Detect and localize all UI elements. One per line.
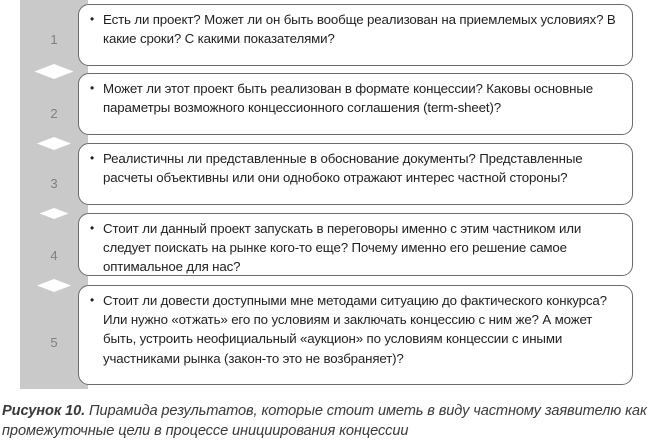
step-3-text: Реалистичны ли представленные в обоснование документы? Представленные расчеты объективны или они однобоко отражают интерес частной стороны? xyxy=(103,151,583,186)
bullet-icon: • xyxy=(90,293,95,307)
step-3-box xyxy=(78,143,633,205)
step-1-box xyxy=(78,4,633,66)
bullet-icon: • xyxy=(90,151,95,165)
bullet-icon: • xyxy=(90,12,95,26)
step-1-number: 1 xyxy=(50,32,58,47)
step-4-text: Стоит ли данный проект запускать в переговоры именно с этим частником или следует поискать на рынке кого-то еще? Почему именно его решение самое оптимальное для нас? xyxy=(103,221,582,275)
step-5-box xyxy=(78,285,633,385)
step-2-text: Может ли этот проект быть реализован в формате концессии? Каковы основные параметры возможного концессионного соглашения (term-sheet)? xyxy=(103,81,593,116)
step-2-number: 2 xyxy=(50,106,58,121)
step-5-text: Стоит ли довести доступными мне методами ситуацию до фактического конкурса? Или нужно «отжать» его по условиям и заключать концессию с ним же? А может быть, устроить неофициальный «аукцион» по условиям концессии с иными участниками рынка (закон-то это не возбраняет)? xyxy=(103,293,607,366)
figure-label: Рисунок 10. xyxy=(2,403,86,419)
step-2-box xyxy=(78,73,633,135)
figure-caption-text: Пирамида результатов, которые стоит иметь в виду частному заявителю как промежуточные цели в процессе инициирования концессии xyxy=(2,403,647,439)
step-4-number: 4 xyxy=(50,248,58,263)
step-1-text: Есть ли проект? Может ли он быть вообще реализован на приемлемых условиях? В какие сроки? С какими показателями? xyxy=(103,12,616,47)
step-4-box xyxy=(78,213,633,276)
figure-caption xyxy=(2,401,648,441)
bullet-icon: • xyxy=(90,221,95,235)
bullet-icon: • xyxy=(90,81,95,95)
step-5-number: 5 xyxy=(50,335,58,350)
step-3-number: 3 xyxy=(50,176,58,191)
